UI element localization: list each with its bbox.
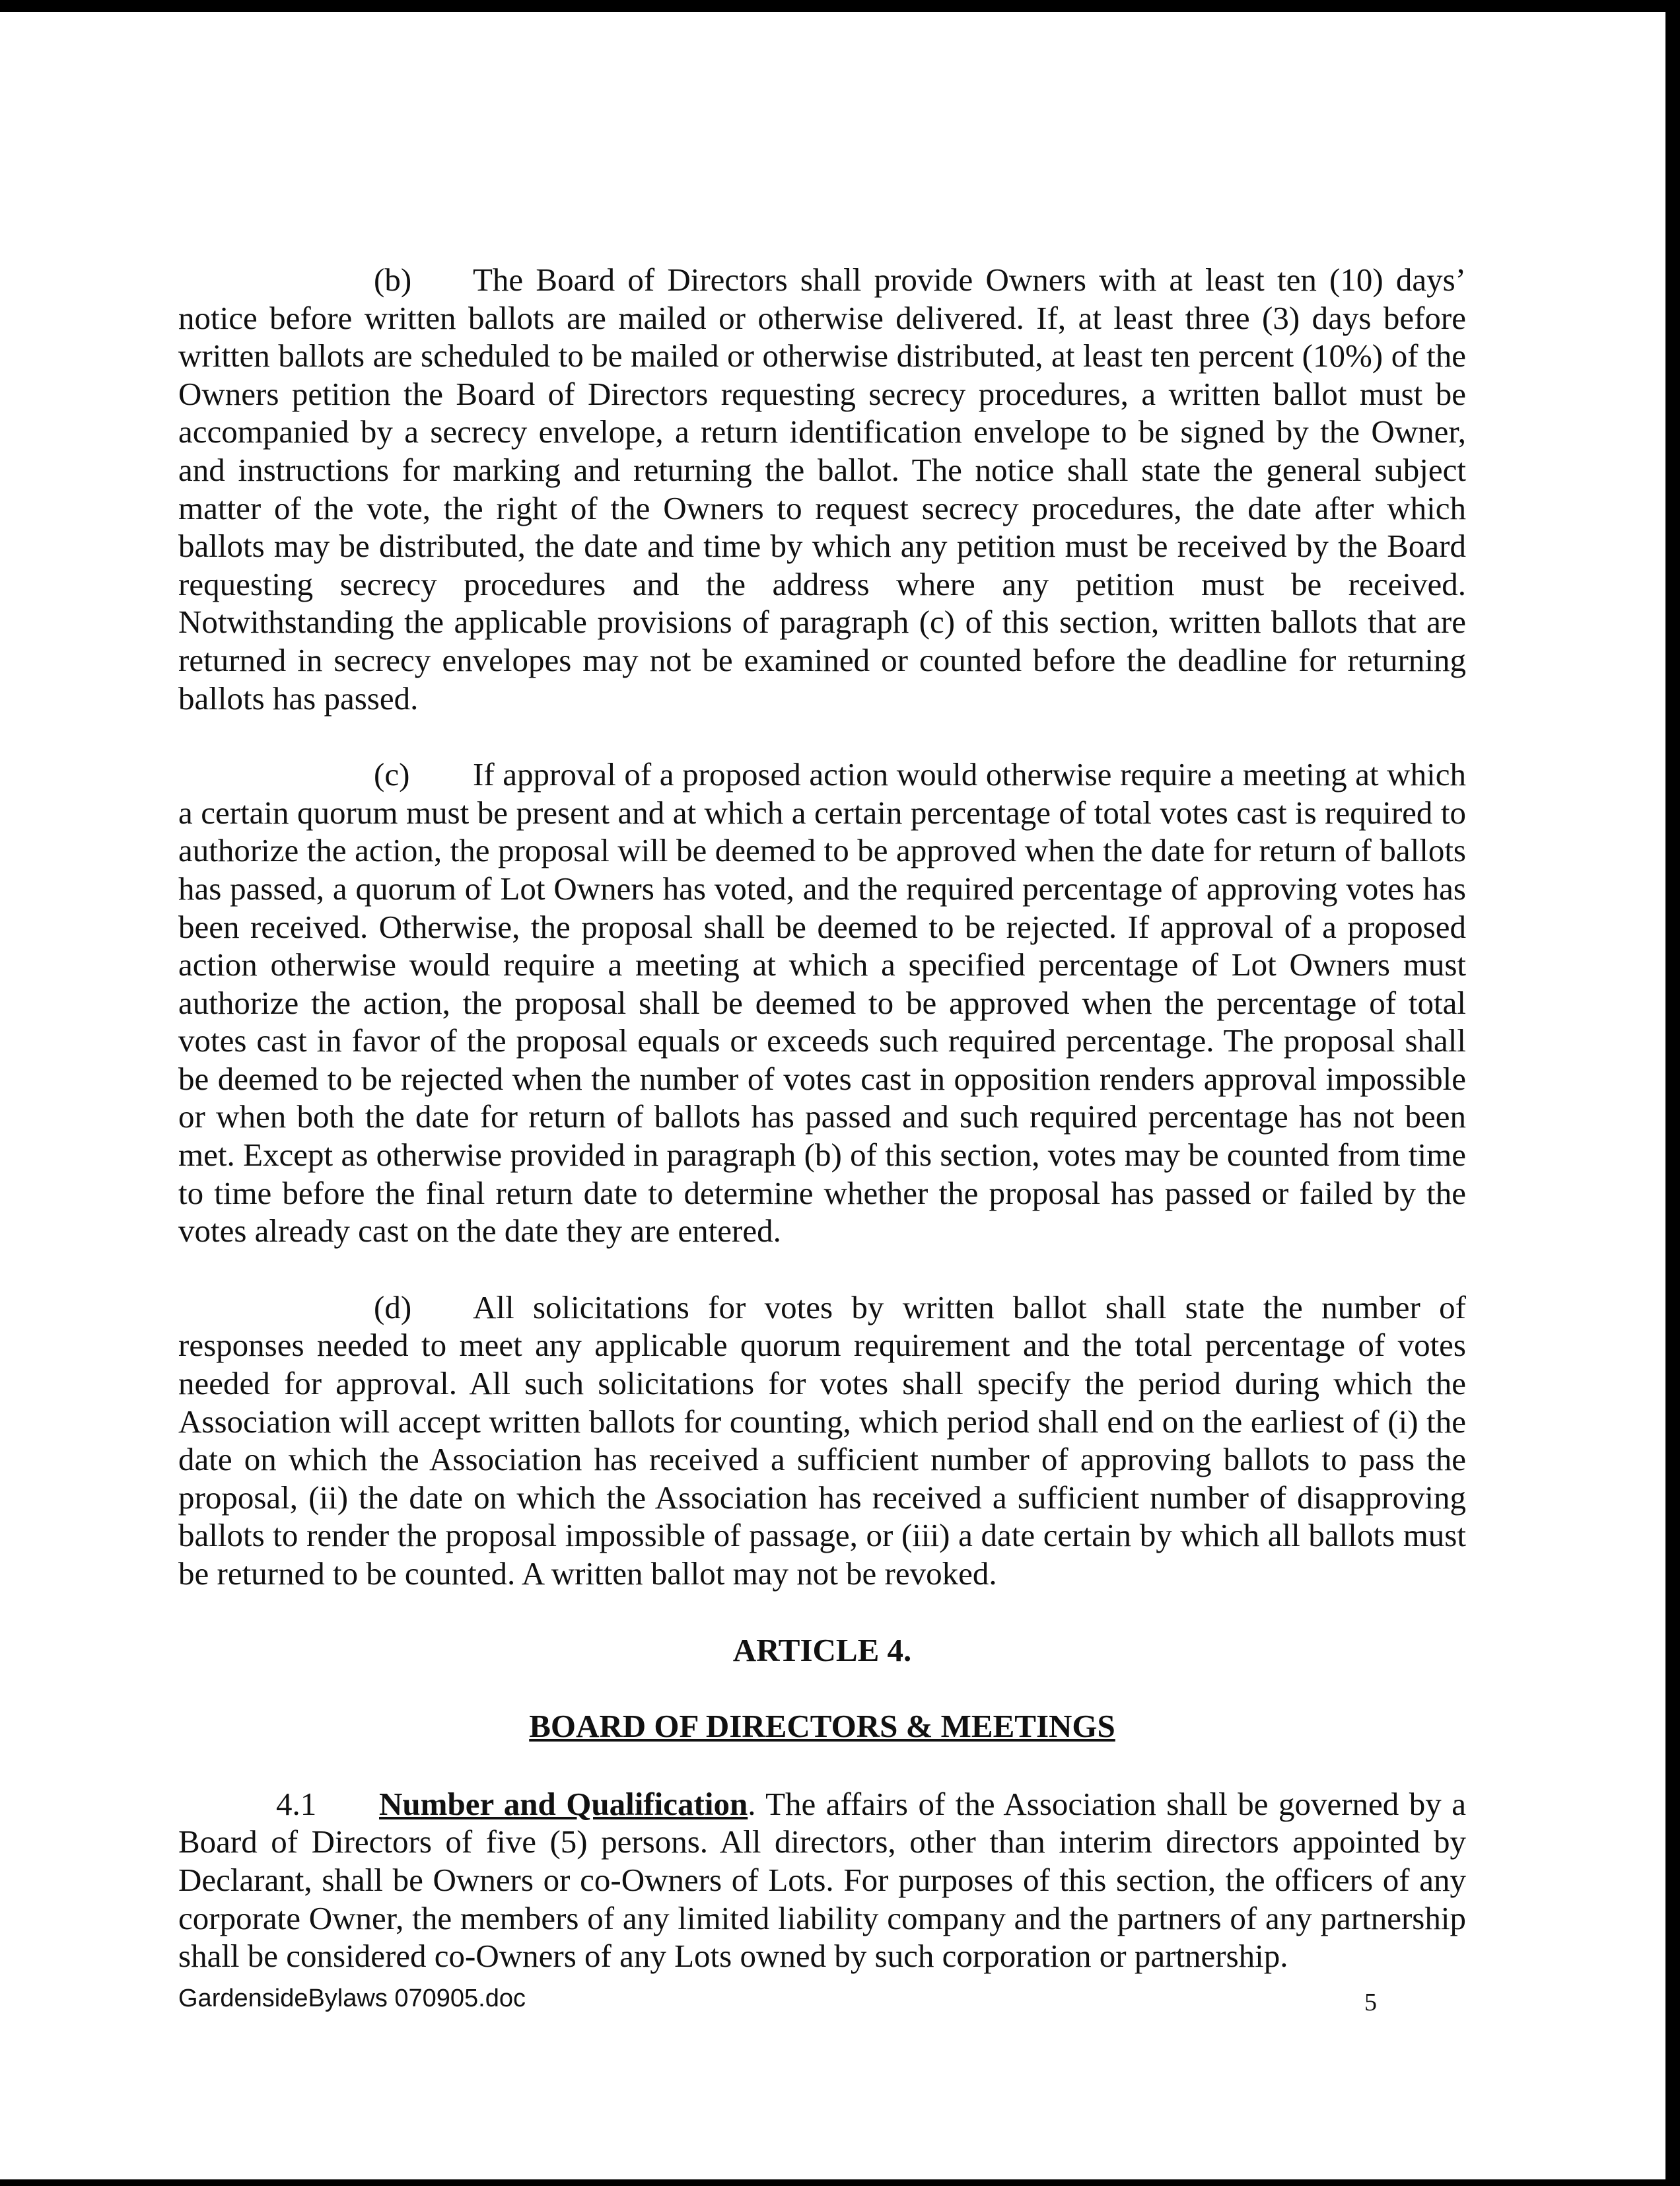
scan-border-top — [0, 0, 1680, 12]
scan-border-bottom — [0, 2179, 1680, 2186]
page-number: 5 — [1364, 1989, 1377, 2016]
article-title: BOARD OF DIRECTORS & MEETINGS — [529, 1708, 1115, 1745]
footer-filename: GardensideBylaws 070905.doc — [178, 1985, 526, 2012]
paragraph-b-text: The Board of Directors shall provide Owners with at least ten (10) days’ notice before written ballots are mailed or otherwise delivered. If, at least three (3) days before written ballots are scheduled to be mailed or otherwise distributed, at least ten percent (10%) of the Owners petition the Board of Directors requesting secrecy procedures, a written ballot must be accompanied by a secrecy envelope, a return identification envelope to be signed by the Owner, and instructions for marking and returning the ballot. The notice shall state the general subject matter of the vote, the right of the Owners to request secrecy procedures, the date after which ballots may be distributed, the date and time by which any petition must be received by the Board requesting secrecy procedures and the address where any petition must be received. Notwithstanding the applicable provisions of paragraph (c) of this section, written ballots that are returned in secrecy envelopes may not be examined or counted before the deadline for returning ballots has passed. — [178, 262, 1466, 717]
scan-border-right — [1665, 0, 1680, 2186]
paragraph-b — [178, 261, 1466, 717]
paragraph-c-label: (c) — [374, 756, 410, 793]
document-body — [178, 261, 1466, 1975]
section-text: The affairs of the Association shall be governed by a Board of Directors of five (5) persons. All directors, other than interim directors appointed by Declarant, shall be Owners or co-Owners of Lots. For purposes of this section, the officers of any corporate Owner, the members of any limited liability company and the partners of any partnership shall be considered co-Owners of any Lots owned by such corporation or partnership. — [178, 1785, 1466, 1975]
section-title: Number and Qualification — [379, 1785, 748, 1822]
paragraph-c-text: If approval of a proposed action would otherwise require a meeting at which a certain quorum must be present and at which a certain percentage of total votes cast is required to authorize the action, the proposal will be deemed to be approved when the date for return of ballots has passed, a quorum of Lot Owners has voted, and the required percentage of approving votes has been received. Otherwise, the proposal shall be deemed to be rejected. If approval of a proposed action otherwise would require a meeting at which a specified percentage of Lot Owners must authorize the action, the proposal shall be deemed to be approved when the percentage of total votes cast in favor of the proposal equals or exceeds such required percentage. The proposal shall be deemed to be rejected when the number of votes cast in opposition renders approval impossible or when both the date for return of ballots has passed and such required percentage has not been met. Except as otherwise provided in paragraph (b) of this section, votes may be counted from time to time before the final return date to determine whether the proposal has passed or failed by the votes already cast on the date they are entered. — [178, 756, 1466, 1250]
section-number: 4.1 — [276, 1785, 317, 1822]
paragraph-d-label: (d) — [374, 1288, 412, 1325]
paragraph-d-text: All solicitations for votes by written ballot shall state the number of responses needed to meet any applicable quorum requirement and the total percentage of votes needed for approval. All such solicitations for votes shall specify the period during which the Association will accept written ballots for counting, which period shall end on the earliest of (i) the date on which the Association has received a sufficient number of approving ballots to pass the proposal, (ii) the date on which the Association has received a sufficient number of disapproving ballots to render the proposal impossible of passage, or (iii) a date certain by which all ballots must be returned to be counted. A written ballot may not be revoked. — [178, 1288, 1466, 1592]
paragraph-c — [178, 756, 1466, 1250]
section-title-suffix: . — [748, 1785, 756, 1822]
paragraph-b-label: (b) — [374, 262, 412, 298]
article-number: ARTICLE 4. — [732, 1631, 912, 1668]
paragraph-d — [178, 1288, 1466, 1593]
section-4-1 — [178, 1785, 1466, 1975]
